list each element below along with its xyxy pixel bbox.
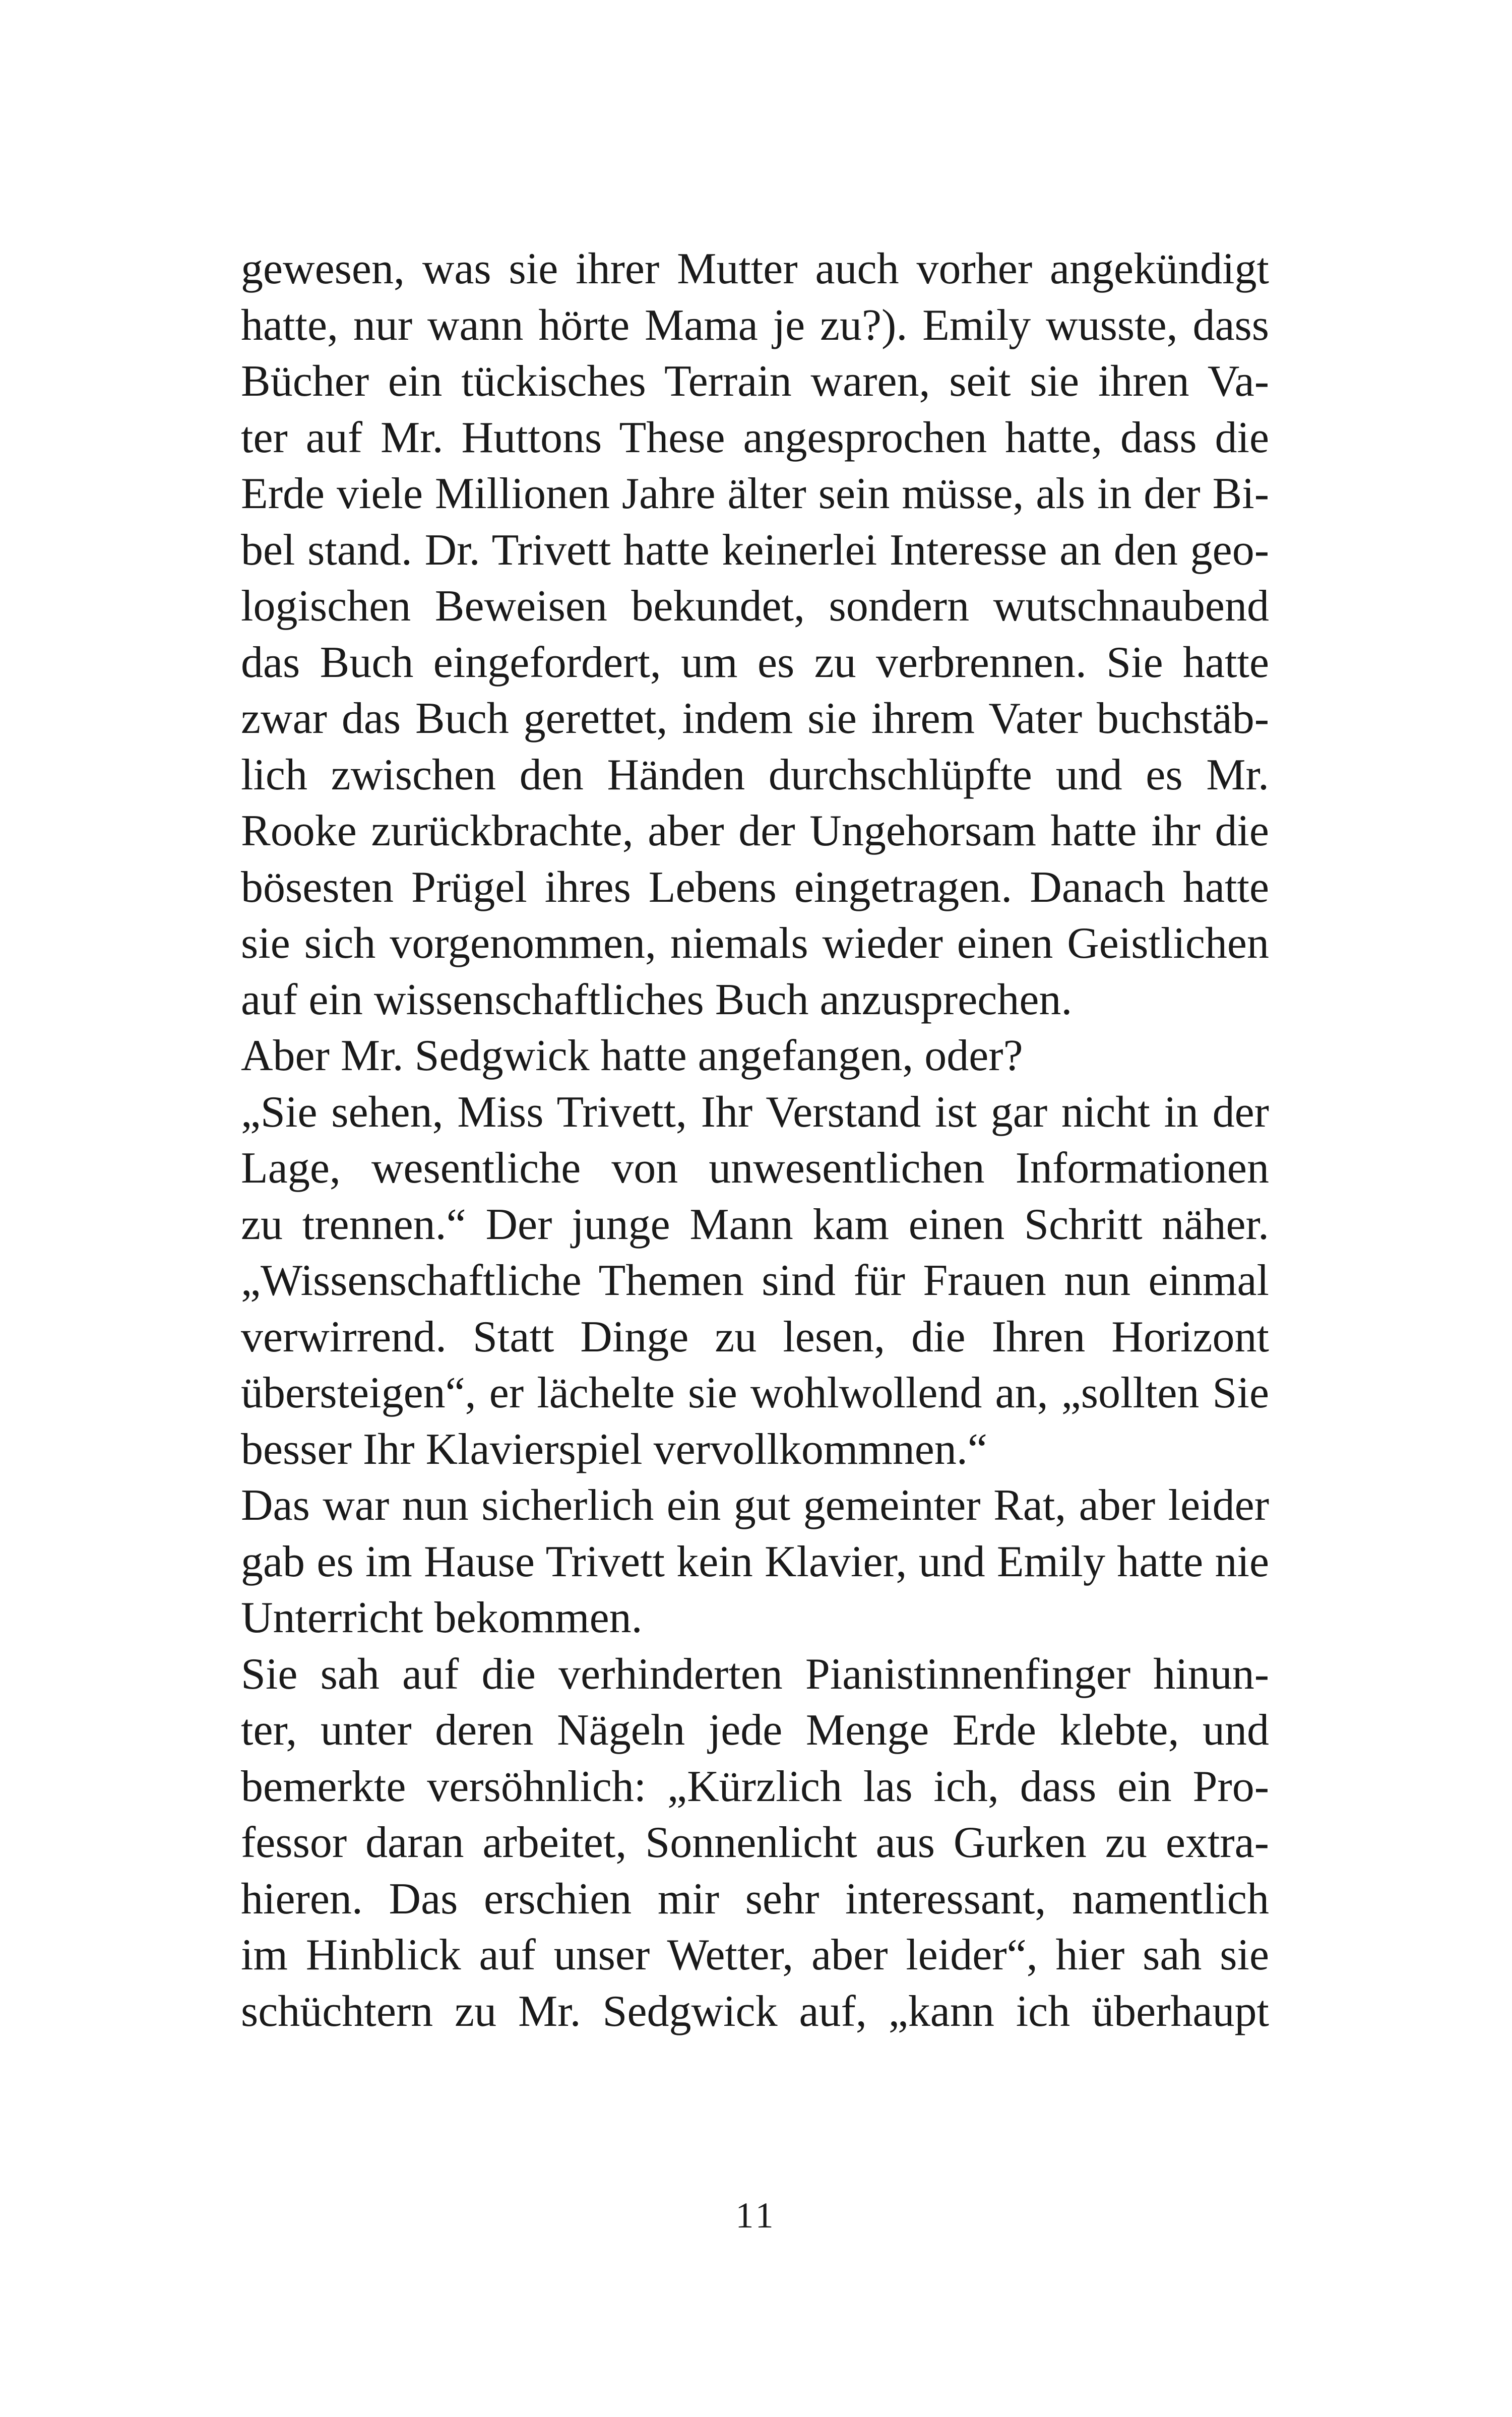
text-line: bösesten Prügel ihres Lebens eingetragen. Danach hatte bbox=[241, 862, 1269, 912]
text-line: Bücher ein tückisches Terrain waren, seit sie ihren Va- bbox=[241, 357, 1269, 406]
text-line: hieren. Das erschien mir sehr interessant, namentlich bbox=[241, 1874, 1269, 1924]
text-line: das Buch eingefordert, um es zu verbrennen. Sie hatte bbox=[241, 638, 1269, 687]
text-line: „Sie sehen, Miss Trivett, Ihr Verstand ist gar nicht in der bbox=[241, 1087, 1269, 1137]
text-line: Lage, wesentliche von unwesentlichen Informationen bbox=[241, 1144, 1269, 1193]
text-line: Erde viele Millionen Jahre älter sein müsse, als in der Bi- bbox=[241, 469, 1269, 518]
text-line: lich zwischen den Händen durchschlüpfte und es Mr. bbox=[241, 750, 1269, 799]
text-line: sie sich vorgenommen, niemals wieder einen Geistlichen bbox=[241, 919, 1269, 968]
text-line: Rooke zurückbrachte, aber der Ungehorsam hatte ihr die bbox=[241, 807, 1269, 855]
text-line: hatte, nur wann hörte Mama je zu?). Emily wusste, dass bbox=[241, 300, 1269, 350]
text-line: Das war nun sicherlich ein gut gemeinter Rat, aber leider bbox=[241, 1481, 1269, 1530]
text-line: auf ein wissenschaftliches Buch anzusprechen. bbox=[241, 975, 1073, 1024]
text-line: Aber Mr. Sedgwick hatte angefangen, oder? bbox=[241, 1031, 1023, 1080]
text-line: Sie sah auf die verhinderten Pianistinnenfinger hinun- bbox=[241, 1649, 1269, 1699]
text-line: „Wissenschaftliche Themen sind für Frauen nun einmal bbox=[241, 1256, 1269, 1305]
body-text bbox=[241, 241, 1269, 2039]
text-line: zwar das Buch gerettet, indem sie ihrem Vater buchstäb- bbox=[241, 694, 1269, 743]
text-line: fessor daran arbeitet, Sonnenlicht aus Gurken zu extra- bbox=[241, 1818, 1269, 1867]
page-number: 11 bbox=[735, 2195, 777, 2236]
text-line: logischen Beweisen bekundet, sondern wutschnaubend bbox=[241, 582, 1269, 631]
text-line: übersteigen“, er lächelte sie wohlwollend an, „sollten Sie bbox=[241, 1369, 1269, 1417]
text-line: gab es im Hause Trivett kein Klavier, und Emily hatte nie bbox=[241, 1537, 1269, 1586]
text-line: zu trennen.“ Der junge Mann kam einen Schritt näher. bbox=[241, 1200, 1269, 1249]
text-line: Unterricht bekommen. bbox=[241, 1593, 643, 1642]
text-line: ter, unter deren Nägeln jede Menge Erde klebte, und bbox=[241, 1706, 1269, 1755]
text-line: verwirrend. Statt Dinge zu lesen, die Ihren Horizont bbox=[241, 1312, 1269, 1361]
text-line: bemerkte versöhnlich: „Kürzlich las ich, dass ein Pro- bbox=[241, 1762, 1269, 1811]
text-line: gewesen, was sie ihrer Mutter auch vorher angekündigt bbox=[241, 244, 1269, 293]
text-line: ter auf Mr. Huttons These angesprochen hatte, dass die bbox=[241, 413, 1269, 462]
text-line: schüchtern zu Mr. Sedgwick auf, „kann ich überhaupt bbox=[241, 1987, 1269, 2036]
text-line: besser Ihr Klavierspiel vervollkommnen.“ bbox=[241, 1424, 987, 1474]
text-line: bel stand. Dr. Trivett hatte keinerlei Interesse an den geo- bbox=[241, 525, 1269, 575]
text-line: im Hinblick auf unser Wetter, aber leider“, hier sah sie bbox=[241, 1931, 1269, 1979]
